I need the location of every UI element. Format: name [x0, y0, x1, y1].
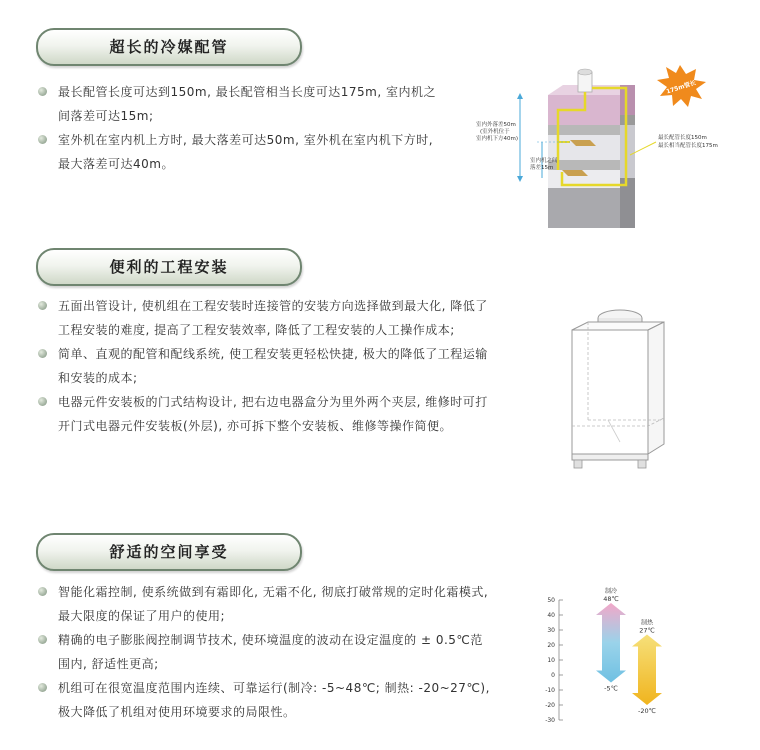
list-item: 五面出管设计, 使机组在工程安装时连接管的安装方向选择做到最大化, 降低了工程安装的难度, 提高了工程安装效率, 降低了工程安装的人工操作成本;: [38, 294, 493, 342]
list-item: 精确的电子膨胀阀控制调节技术, 使环境温度的波动在设定温度的 ± 0.5℃范围内, 舒适性更高;: [38, 628, 493, 676]
y-tick-label: -20: [545, 702, 555, 709]
unit-side-face: [648, 322, 664, 454]
section-title-long-piping: 超长的冷媒配管: [36, 28, 302, 66]
list-item: 最长配管长度可达到150m, 最长配管相当长度可达175m, 室内机之间落差可达15m;: [38, 80, 438, 128]
y-axis-ticks: [545, 597, 563, 724]
arrow-up-icon: [517, 93, 523, 99]
list-item: 电器元件安装板的门式结构设计, 把右边电器盒分为里外两个夹层, 维修时可打开门式电器元件安装板(外层), 亦可拆下整个安装板、维修等操作简便。: [38, 390, 493, 438]
section-long-piping: [0, 0, 760, 240]
list-item: 机组可在很宽温度范围内连续、可靠运行(制冷: -5~48℃; 制热: -20~27℃), 极大降低了机组对使用环境要求的局限性。: [38, 676, 493, 724]
bullet-dot-icon: [38, 635, 47, 644]
y-tick-label: -30: [545, 717, 555, 724]
y-tick-label: 10: [547, 657, 555, 664]
cooling-min-label: -5℃: [604, 684, 618, 693]
bullet-dot-icon: [38, 587, 47, 596]
cooling-max-label: 48℃: [603, 595, 619, 603]
outdoor-unit-drawing: [560, 302, 680, 477]
bullet-list-long-piping: [38, 80, 438, 176]
section-easy-install: [0, 240, 760, 510]
bullet-dot-icon: [38, 301, 47, 310]
label-indoor-2: 落差15m: [530, 165, 554, 171]
arrow-down-icon: [517, 176, 523, 182]
y-tick-label: 40: [547, 612, 555, 619]
bullet-dot-icon: [38, 87, 47, 96]
label-drop-sub1: (室外机位于: [480, 129, 510, 135]
list-item: 简单、直观的配管和配线系统, 使工程安装更轻松快捷, 极大的降低了工程运输和安装的成本;: [38, 342, 493, 390]
basement: [548, 188, 620, 228]
outdoor-unit-fan: [578, 69, 592, 75]
heating-label: 制热: [640, 619, 654, 627]
unit-foot-right: [638, 460, 646, 468]
bullet-dot-icon: [38, 349, 47, 358]
list-item: 智能化霜控制, 使系统做到有霜即化, 无霜不化, 彻底打破常规的定时化霜模式, 最大限度的保证了用户的使用;: [38, 580, 493, 628]
y-tick-label: 50: [547, 597, 555, 604]
y-tick-label: -10: [545, 687, 555, 694]
badge-label: 175m管长: [665, 79, 697, 96]
label-length-1: 最长配管长度150m: [658, 135, 707, 141]
cooling-label: 制冷: [604, 588, 618, 595]
bullet-dot-icon: [38, 683, 47, 692]
y-tick-label: 30: [547, 627, 555, 634]
cooling-range-arrow: [596, 603, 626, 683]
label-indoor-1: 室内机之间: [530, 158, 558, 164]
label-drop: 室内外落差50m: [476, 122, 516, 128]
section-title-comfort: 舒适的空间享受: [36, 533, 302, 571]
y-tick-label: 20: [547, 642, 555, 649]
piping-diagram: [470, 60, 740, 235]
bullet-dot-icon: [38, 397, 47, 406]
heating-range-arrow: [632, 635, 662, 706]
label-length-2: 最长相当配管长度175m: [658, 143, 718, 149]
bullet-list-easy-install: [38, 294, 493, 438]
section-title-easy-install: 便利的工程安装: [36, 248, 302, 286]
y-tick-label: 0: [551, 672, 555, 679]
label-drop-sub2: 室内机下方40m): [476, 136, 519, 142]
unit-base: [572, 454, 648, 460]
bullet-dot-icon: [38, 135, 47, 144]
list-item: 室外机在室内机上方时, 最大落差可达50m, 室外机在室内机下方时, 最大落差可达40m。: [38, 128, 438, 176]
temperature-range-chart: [535, 580, 675, 730]
bullet-list-comfort: [38, 580, 493, 724]
unit-foot-left: [574, 460, 582, 468]
heating-max-label: 27℃: [639, 626, 655, 635]
section-comfort: [0, 510, 760, 750]
floor-mid-side: [620, 125, 635, 160]
unit-front-face: [572, 330, 648, 454]
heating-min-label: -20℃: [638, 707, 656, 715]
